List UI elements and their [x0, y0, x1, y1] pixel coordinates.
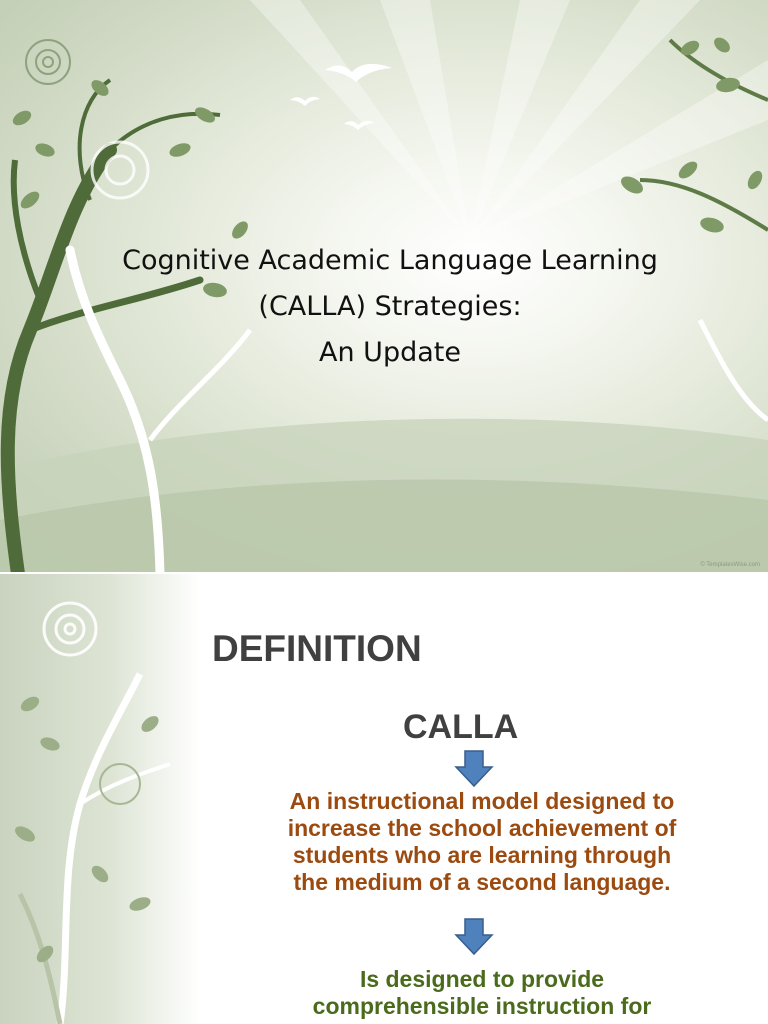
description-line: Is designed to provide [359, 966, 605, 992]
title-line: (CALLA) Strategies: [258, 291, 522, 322]
title-line: Cognitive Academic Language Learning [122, 245, 658, 276]
description-line: comprehensible instruction for [312, 993, 652, 1019]
slide-title [40, 238, 740, 376]
definition-slide [0, 574, 768, 1024]
definition-line: increase the school achievement of [287, 815, 677, 841]
definition-line: students who are learning through [292, 842, 672, 868]
term-label: CALLA [403, 708, 519, 746]
definition-text [222, 788, 742, 896]
down-arrow-icon [454, 750, 494, 788]
section-heading: DEFINITION [212, 628, 422, 669]
down-arrow-icon [454, 918, 494, 956]
title-line: An Update [319, 337, 461, 368]
copyright-text: © TemplatesWise.com [700, 562, 760, 568]
side-decoration [0, 574, 200, 1024]
tree-decoration [0, 574, 200, 1024]
definition-line: the medium of a second language. [293, 869, 671, 895]
definition-line: An instructional model designed to [289, 788, 675, 814]
description-text [222, 966, 742, 1020]
